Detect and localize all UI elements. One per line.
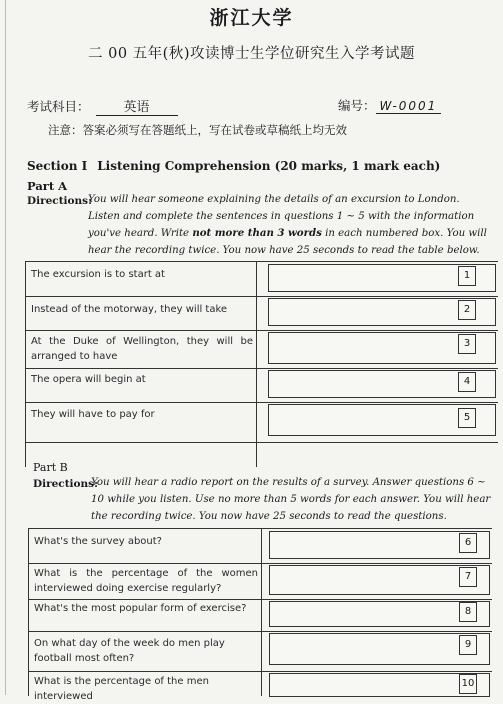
subject-value: 英语 <box>96 96 178 116</box>
table-row <box>26 368 498 403</box>
question-text: The opera will begin at <box>31 374 146 385</box>
question-number: 9 <box>459 635 477 655</box>
question-number: 5 <box>458 408 476 428</box>
part-a-label: Part A <box>27 179 68 193</box>
part-b-label: Part B <box>33 461 68 474</box>
answer-box[interactable] <box>269 673 490 697</box>
table-row <box>26 402 498 443</box>
question-text: What is the percentage of the men interviewed <box>34 676 209 702</box>
section-label: Section I <box>27 159 88 173</box>
code-line <box>338 96 441 114</box>
answer-box[interactable] <box>269 633 490 665</box>
table-row <box>26 262 498 297</box>
section-title: Listening Comprehension (20 marks, 1 mark each) <box>97 159 441 173</box>
question-text: What's the survey about? <box>34 536 162 547</box>
section-heading <box>27 159 440 173</box>
answer-box[interactable] <box>269 565 490 595</box>
part-a-directions-bold: not more than 3 words <box>192 227 322 239</box>
answer-box[interactable] <box>269 531 490 559</box>
page-edge <box>5 0 6 695</box>
part-b-directions: You will hear a radio report on the results of a survey. Answer questions 6 ~ 10 while you listen. Use no more than 5 words for each answer. You will hear the recording twice. You now have 25 seconds to read the questions. <box>91 477 491 522</box>
part-a-directions-pre: You will hear someone explaining the details of an excursion to London. Listen and complete the sentences in questions 1 ~ 5 with the information you've heard. Write <box>88 194 475 239</box>
table-row <box>29 599 492 632</box>
table-row <box>29 529 492 564</box>
question-number: 1 <box>458 266 476 286</box>
table-row <box>29 671 492 702</box>
question-text: On what day of the week do men play football most often? <box>34 638 225 664</box>
part-b-table <box>28 528 492 702</box>
question-text: What is the percentage of the women interviewed doing exercise regularly? <box>34 568 258 594</box>
question-text: The excursion is to start at <box>31 269 165 280</box>
question-number: 7 <box>459 567 477 587</box>
table-row <box>29 631 492 672</box>
question-text: What's the most popular form of exercise? <box>34 603 247 614</box>
part-b-directions-label: Directions: <box>33 478 98 490</box>
answer-box[interactable] <box>269 601 490 627</box>
notice: 注意：答案必须写在答题纸上，写在试卷或草稿纸上均无效 <box>48 123 347 137</box>
question-number: 6 <box>459 533 477 553</box>
part-a-directions-post: in each numbered box. You will hear the recording twice. You now have 25 seconds to read the table below. <box>88 228 487 256</box>
question-text: At the Duke of Wellington, they will be arranged to have <box>31 336 253 362</box>
question-number: 2 <box>458 300 476 320</box>
part-a-table <box>25 261 498 467</box>
subject-label: 考试科目： <box>27 99 90 114</box>
question-number: 10 <box>459 674 477 694</box>
part-a-directions <box>88 191 493 259</box>
code-label: 编号： <box>338 98 376 113</box>
code-value: W-0001 <box>376 99 442 114</box>
subject-line <box>27 96 178 116</box>
university-name: 浙江大学 <box>209 7 294 29</box>
table-row <box>29 563 492 600</box>
table-row <box>26 296 498 331</box>
part-a-directions-label: Directions: <box>27 195 92 207</box>
question-number: 4 <box>458 372 476 392</box>
question-number: 3 <box>458 334 476 354</box>
question-text: Instead of the motorway, they will take <box>31 304 228 315</box>
question-text: They will have to pay for <box>31 409 155 420</box>
table-row <box>26 330 498 369</box>
question-number: 8 <box>459 602 477 622</box>
exam-title: 二 00 五年(秋)攻读博士生学位研究生入学考试题 <box>88 46 415 62</box>
